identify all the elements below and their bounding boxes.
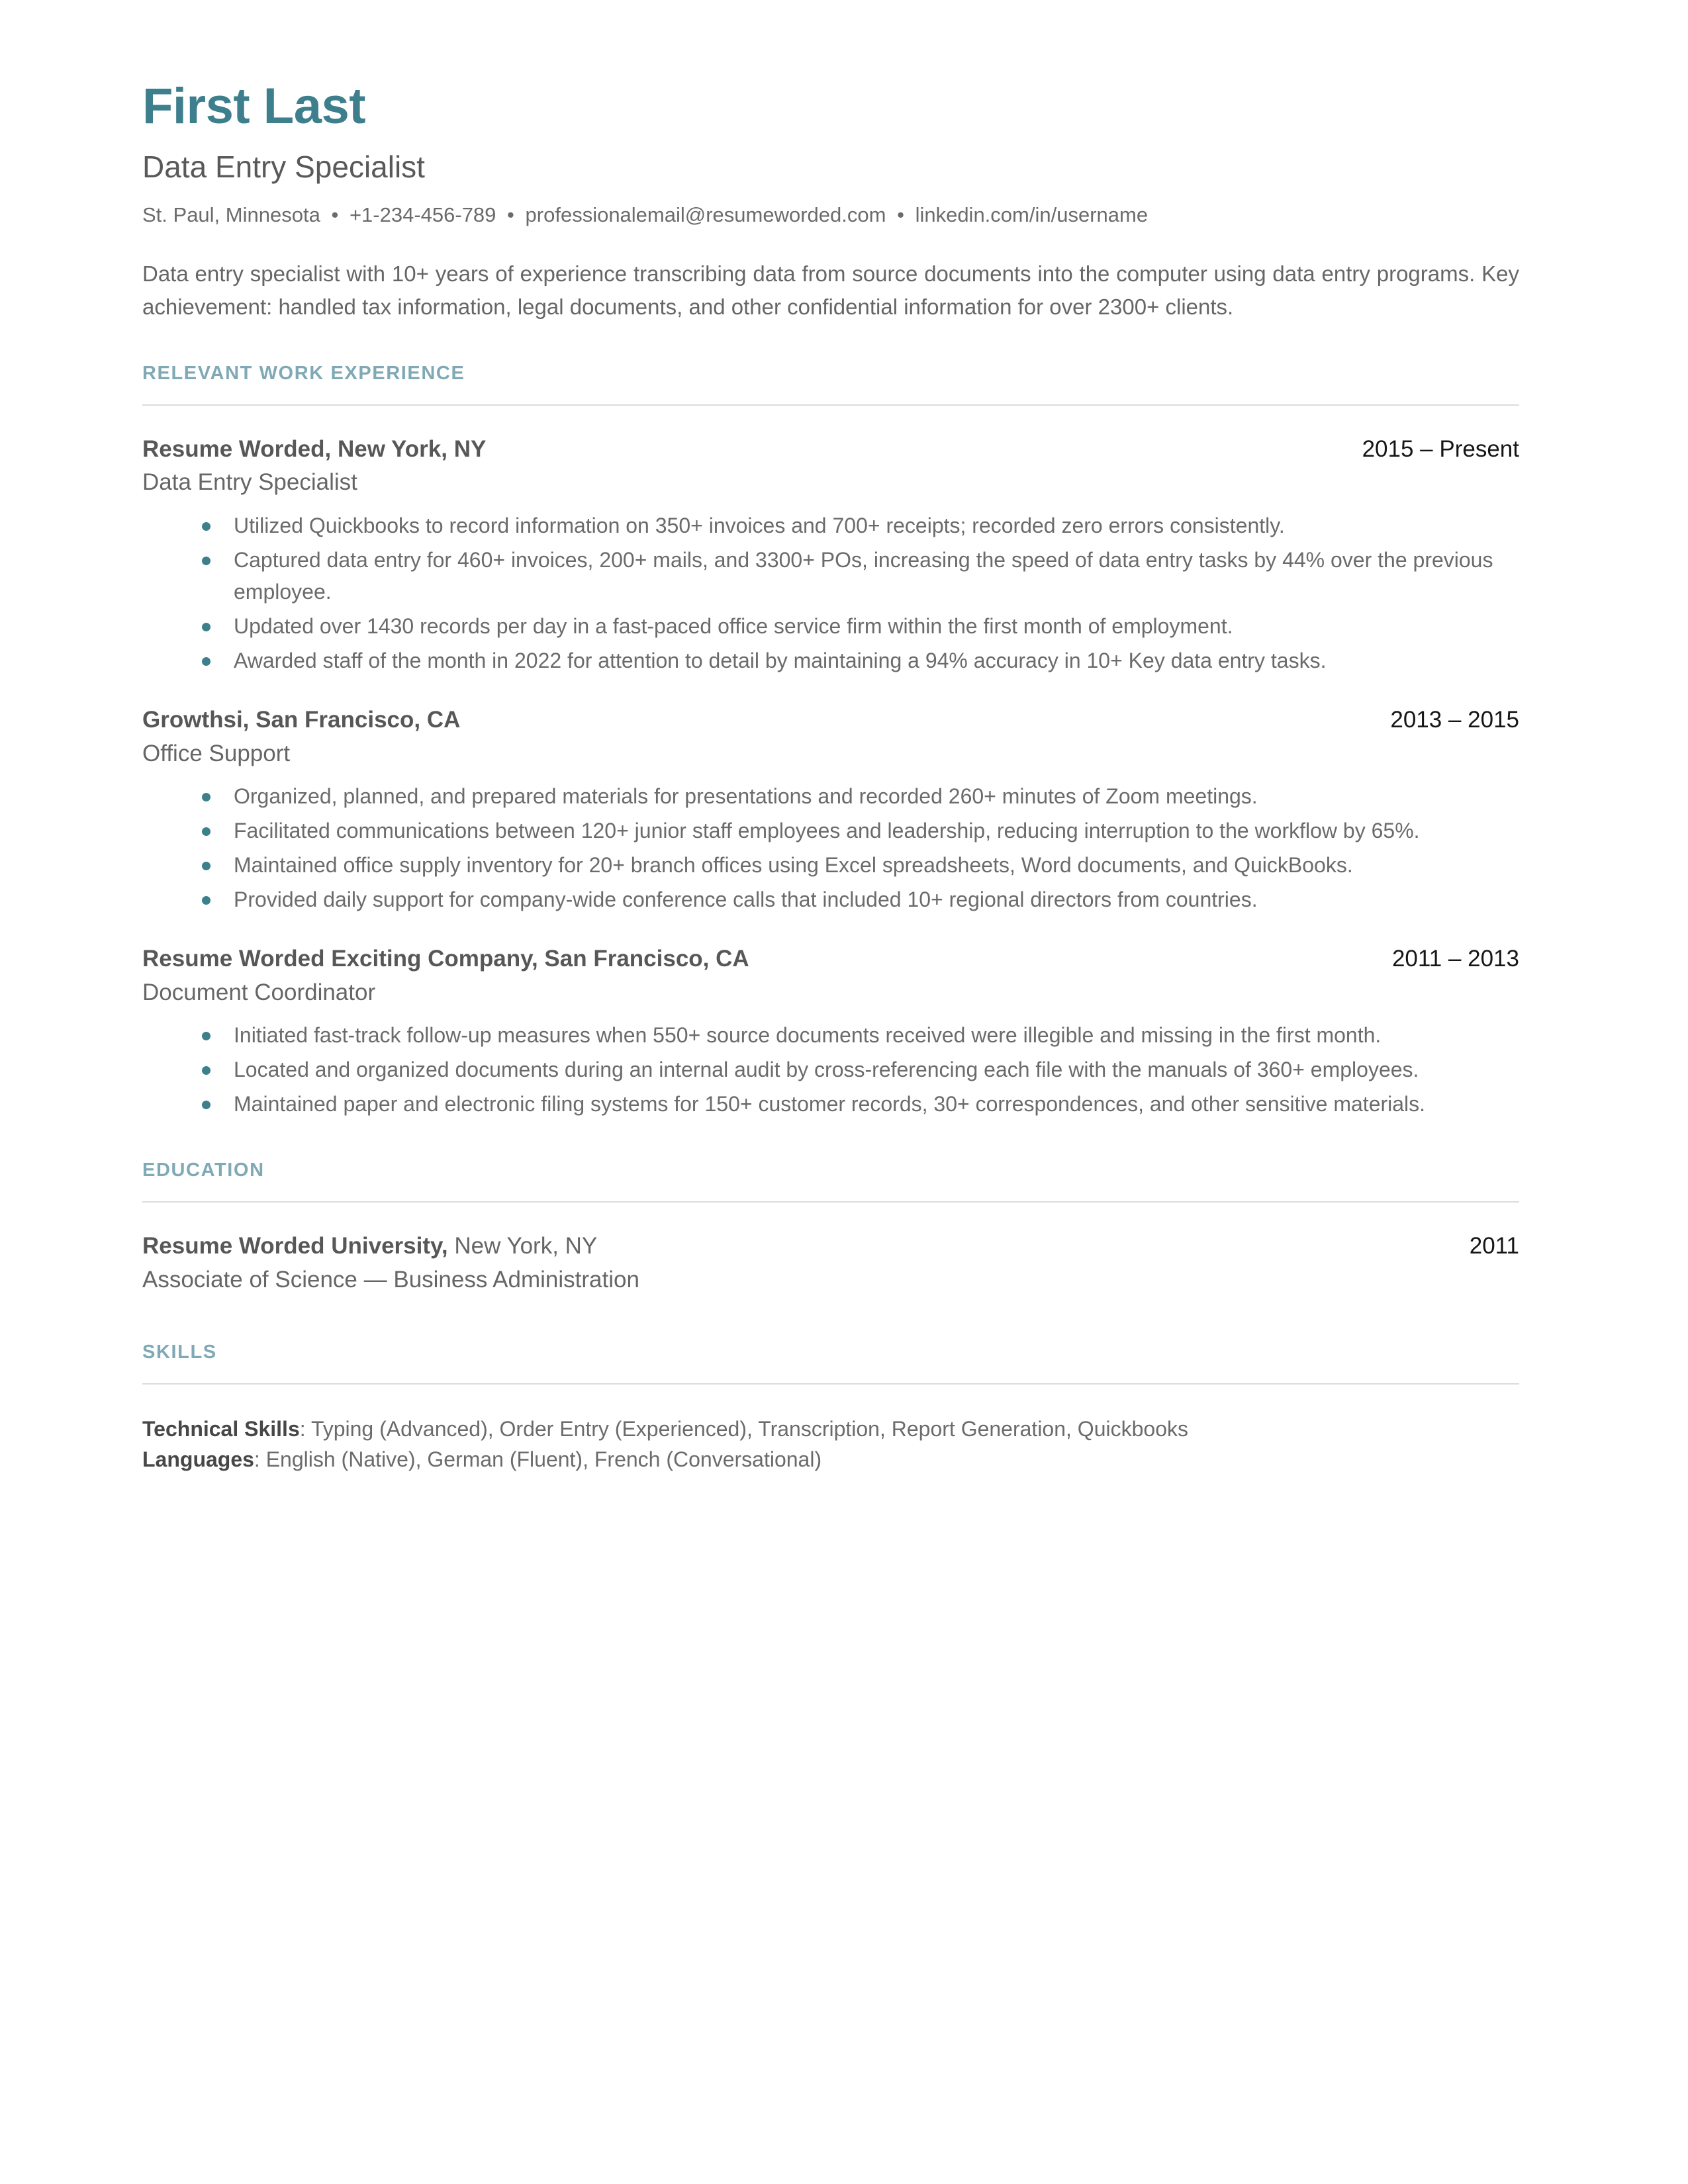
section-education xyxy=(142,1160,1519,1295)
experience-entry-header xyxy=(142,705,1519,735)
school-name xyxy=(142,1232,597,1261)
experience-entry xyxy=(142,944,1519,1120)
section-divider xyxy=(142,1201,1519,1203)
achievement-item: Captured data entry for 460+ invoices, 200+ mails, and 3300+ POs, increasing the speed of data entry tasks by 44% over the previous employee. xyxy=(197,544,1519,608)
achievement-item: Maintained paper and electronic filing systems for 150+ customer records, 30+ correspondences, and other sensitive materials. xyxy=(197,1088,1519,1120)
employer-name: Resume Worded, New York, NY xyxy=(142,435,487,462)
contact-line xyxy=(142,202,1519,228)
education-entry-header xyxy=(142,1232,1519,1261)
skill-values: Typing (Advanced), Order Entry (Experienced), Transcription, Report Generation, Quickbooks xyxy=(310,1416,1188,1441)
achievement-item: Organized, planned, and prepared materials for presentations and recorded 260+ minutes of Zoom meetings. xyxy=(197,780,1519,812)
candidate-headline: Data Entry Specialist xyxy=(142,150,425,185)
graduation-year: 2011 xyxy=(1469,1233,1519,1259)
achievement-item: Utilized Quickbooks to record information on 350+ invoices and 700+ receipts; recorded zero errors consistently. xyxy=(197,510,1519,541)
spacer xyxy=(142,1122,1519,1160)
bullet-separator-icon: • xyxy=(331,203,339,226)
contact-phone: +1-234-456-789 xyxy=(349,203,496,226)
job-title: Document Coordinator xyxy=(142,979,376,1005)
skill-category-label: Technical Skills xyxy=(142,1416,300,1441)
spacer xyxy=(142,1295,1519,1342)
skill-separator: : xyxy=(254,1447,266,1471)
education-entry xyxy=(142,1232,1519,1295)
employment-dates: 2013 – 2015 xyxy=(1390,706,1519,733)
achievement-list xyxy=(142,510,1519,676)
resume-header xyxy=(142,79,1519,228)
skill-separator: : xyxy=(299,1416,311,1441)
job-title: Office Support xyxy=(142,740,291,766)
resume-sheet xyxy=(142,79,1519,1475)
skill-category-label: Languages xyxy=(142,1447,254,1471)
employment-dates: 2011 – 2013 xyxy=(1391,946,1519,972)
contact-location: St. Paul, Minnesota xyxy=(142,203,320,226)
school-name-bold: Resume Worded University, xyxy=(142,1233,448,1259)
experience-entry-header xyxy=(142,435,1519,464)
employment-dates: 2015 – Present xyxy=(1362,435,1519,462)
achievement-item: Located and organized documents during an internal audit by cross-referencing each file with the manuals of 360+ employees. xyxy=(197,1054,1519,1085)
bullet-separator-icon: • xyxy=(897,203,904,226)
section-heading-experience: RELEVANT WORK EXPERIENCE xyxy=(142,362,465,384)
section-skills xyxy=(142,1342,1519,1475)
degree-name: Associate of Science — Business Administration xyxy=(142,1267,639,1293)
achievement-list xyxy=(142,1019,1519,1120)
achievement-item: Updated over 1430 records per day in a fast-paced office service firm within the first month of employment. xyxy=(197,610,1519,642)
section-divider xyxy=(142,404,1519,406)
job-title: Data Entry Specialist xyxy=(142,469,357,496)
contact-email[interactable]: professionalemail@resumeworded.com xyxy=(525,203,886,226)
professional-summary: Data entry specialist with 10+ years of experience transcribing data from source documents into the computer using data entry programs. Key achievement: handled tax information, legal documents, and other confidential information for over 2300+ clients. xyxy=(142,261,1519,320)
experience-entry-header xyxy=(142,944,1519,974)
skill-values: English (Native), German (Fluent), French (Conversational) xyxy=(265,1447,822,1471)
school-location: New York, NY xyxy=(447,1233,598,1259)
contact-linkedin[interactable]: linkedin.com/in/username xyxy=(915,203,1149,226)
candidate-name: First Last xyxy=(142,78,366,134)
bullet-separator-icon: • xyxy=(507,203,514,226)
achievement-item: Facilitated communications between 120+ junior staff employees and leadership, reducing interruption to the workflow by 65%. xyxy=(197,815,1519,846)
section-divider xyxy=(142,1383,1519,1385)
achievement-list xyxy=(142,780,1519,915)
achievement-item: Awarded staff of the month in 2022 for attention to detail by maintaining a 94% accuracy in 10+ Key data entry tasks. xyxy=(197,645,1519,676)
experience-entry xyxy=(142,435,1519,676)
section-heading-education: EDUCATION xyxy=(142,1160,265,1181)
skill-row xyxy=(142,1414,1519,1444)
achievement-item: Maintained office supply inventory for 20+ branch offices using Excel spreadsheets, Word documents, and QuickBooks. xyxy=(197,849,1519,881)
employer-name: Resume Worded Exciting Company, San Francisco, CA xyxy=(142,946,749,972)
achievement-item: Provided daily support for company-wide conference calls that included 10+ regional directors from countries. xyxy=(197,884,1519,915)
section-experience xyxy=(142,363,1519,1120)
section-heading-skills: SKILLS xyxy=(142,1341,217,1363)
skill-row xyxy=(142,1444,1519,1475)
experience-entry xyxy=(142,705,1519,915)
employer-name: Growthsi, San Francisco, CA xyxy=(142,706,461,733)
achievement-item: Initiated fast-track follow-up measures when 550+ source documents received were illegible and missing in the first month. xyxy=(197,1019,1519,1051)
